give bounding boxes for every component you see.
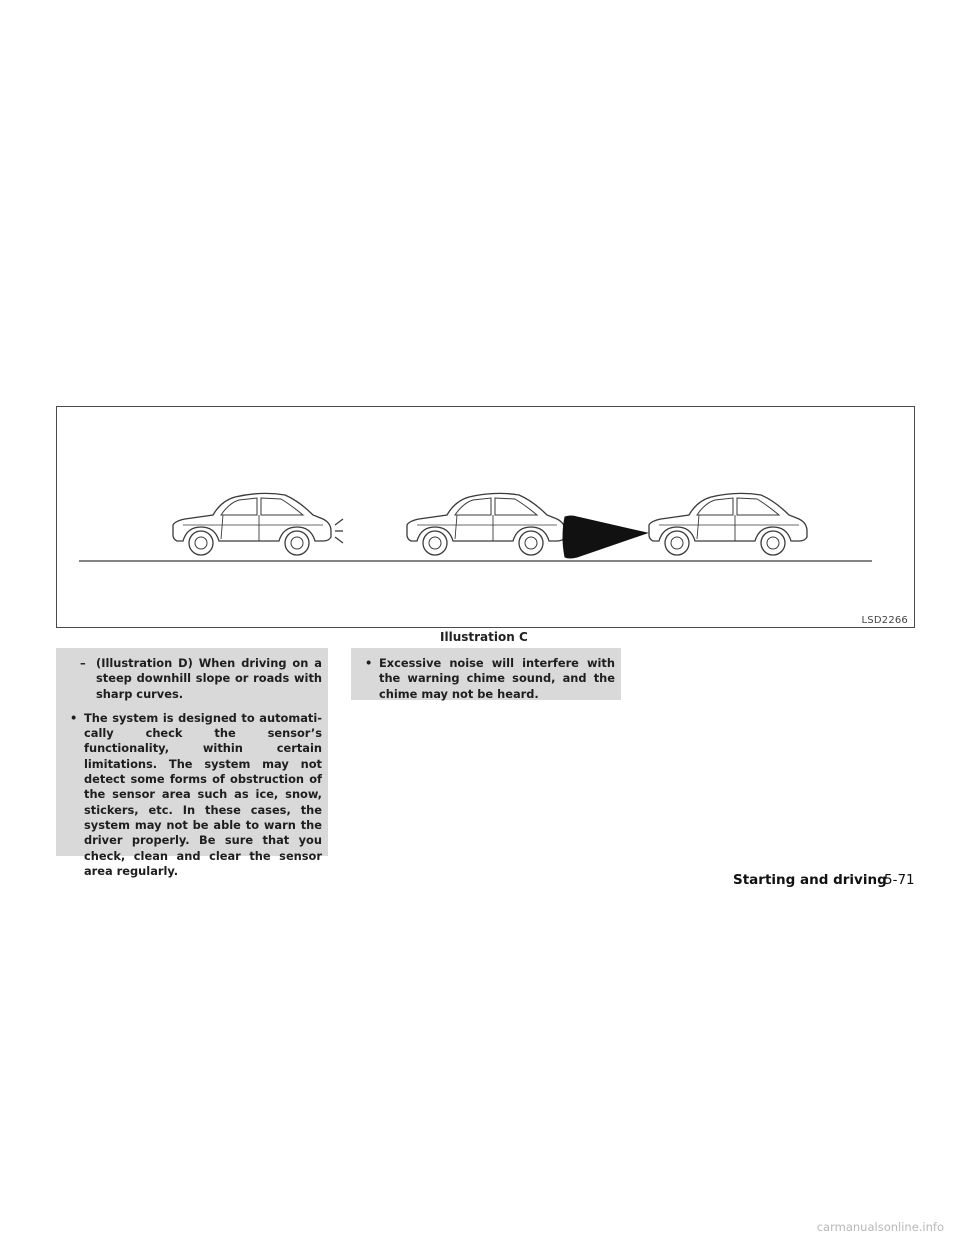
page-number: 5-71 — [884, 872, 915, 888]
warning-column-left — [56, 648, 328, 878]
list-item-text: (Illustration D) When driving on a steep downhill slope or roads with sharp curves. — [96, 656, 322, 701]
figure-code: LSD2266 — [861, 615, 908, 626]
list-item-text: Excessive noise will interfere with the warning chime sound, and the chime may not be heard. — [379, 656, 615, 701]
bullet-marker: • — [70, 710, 78, 725]
list-item-text: The system is designed to automatically check the sensor’s functionality, within certain limitations. The system may not detect some forms of obstruction of the sensor area such as ice, snow, stickers, etc. In these cases, the system may not be able to warn the driver properly. Be sure that you check, clean and clear the sensor area regularly. — [84, 710, 322, 878]
car-middle-icon — [407, 493, 565, 555]
warning-column-right — [351, 648, 621, 700]
illustration-frame — [56, 406, 915, 628]
list-item — [62, 656, 322, 702]
dash-marker: – — [80, 656, 86, 670]
radar-signal-icon — [335, 519, 343, 543]
bullet-marker: • — [365, 656, 373, 670]
list-item — [62, 711, 322, 879]
car-front-icon — [649, 493, 807, 555]
watermark: carmanualsonline.info — [816, 1220, 944, 1234]
figure-caption: Illustration C — [440, 630, 528, 644]
illustration-svg — [57, 407, 914, 627]
list-item — [357, 656, 615, 702]
footer-section-title: Starting and driving — [733, 872, 887, 888]
sensor-beam-icon — [563, 516, 647, 558]
car-rear-view-left-icon — [173, 493, 331, 555]
